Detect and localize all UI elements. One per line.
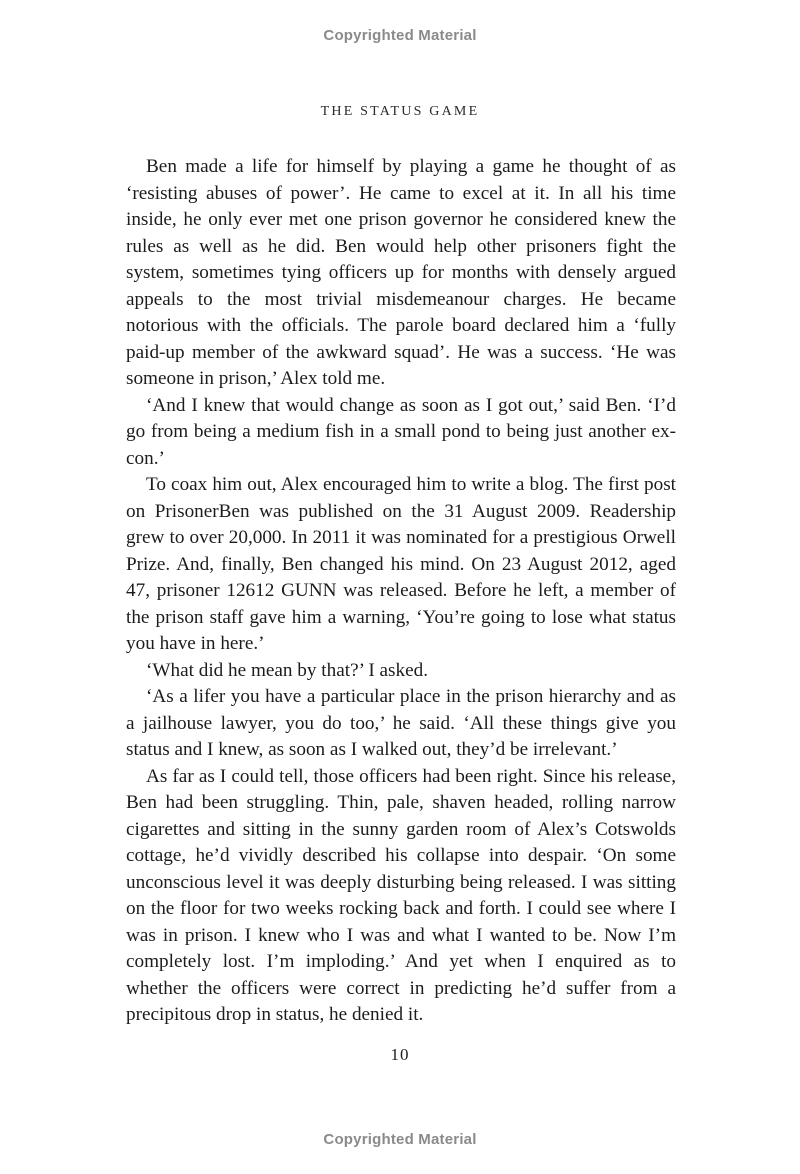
paragraph: ‘What did he mean by that?’ I asked. [146, 659, 429, 681]
copyright-watermark-bottom: Copyrighted Material [323, 1131, 477, 1148]
paragraph: To coax him out, Alex encouraged him to write a blog. The first post on PrisonerBen was published on the 31 August 2009. Readership grew to over 20,000. In 2011 it was nominated for a prestigious Orwell Prize. And, finally, Ben changed his mind. On 23 August 2012, aged 47, prisoner 12612 GUNN was released. Before he left, a member of the prison staff gave him a warning, ‘You’re going to lose what status you have in here.’ [126, 474, 676, 654]
paragraph: ‘As a lifer you have a particular place in the prison hierarchy and as a jailhouse lawyer, you do too,’ he said. ‘All these things give you status and I knew, as soon as I walked out, they’d be irrelevant.’ [126, 686, 676, 760]
body-text [126, 154, 676, 1029]
page-number: 10 [390, 1045, 410, 1064]
paragraph: As far as I could tell, those officers had been right. Since his release, Ben had been struggling. Thin, pale, shaven headed, rolling narrow cigarettes and sitting in the sunny garden room of Alex’s Cotswolds cottage, he’d vividly described his collapse into despair. ‘On some unconscious level it was deeply disturbing being released. I was sitting on the floor for two weeks rocking back and forth. I could see where I was in prison. I knew who I was and what I wanted to be. Now I’m completely lost. I’m imploding.’ And yet when I enquired as to whether the officers were correct in predicting he’d suffer from a precipitous drop in status, he denied it. [126, 765, 676, 1025]
running-head: THE STATUS GAME [320, 104, 480, 119]
copyright-watermark-top: Copyrighted Material [323, 27, 477, 44]
paragraph: Ben made a life for himself by playing a game he thought of as ‘resisting abuses of power’. He came to excel at it. In all his time inside, he only ever met one prison governor he considered knew the rules as well as he did. Ben would help other prisoners fight the system, sometimes tying officers up for months with densely argued appeals to the most trivial misdemeanour charges. He became notorious with the officials. The parole board declared him a ‘fully paid-up member of the awkward squad’. He was a success. ‘He was someone in prison,’ Alex told me. [126, 156, 676, 389]
paragraph: ‘And I knew that would change as soon as I got out,’ said Ben. ‘I’d go from being a medium fish in a small pond to being just another ex-con.’ [126, 394, 676, 469]
